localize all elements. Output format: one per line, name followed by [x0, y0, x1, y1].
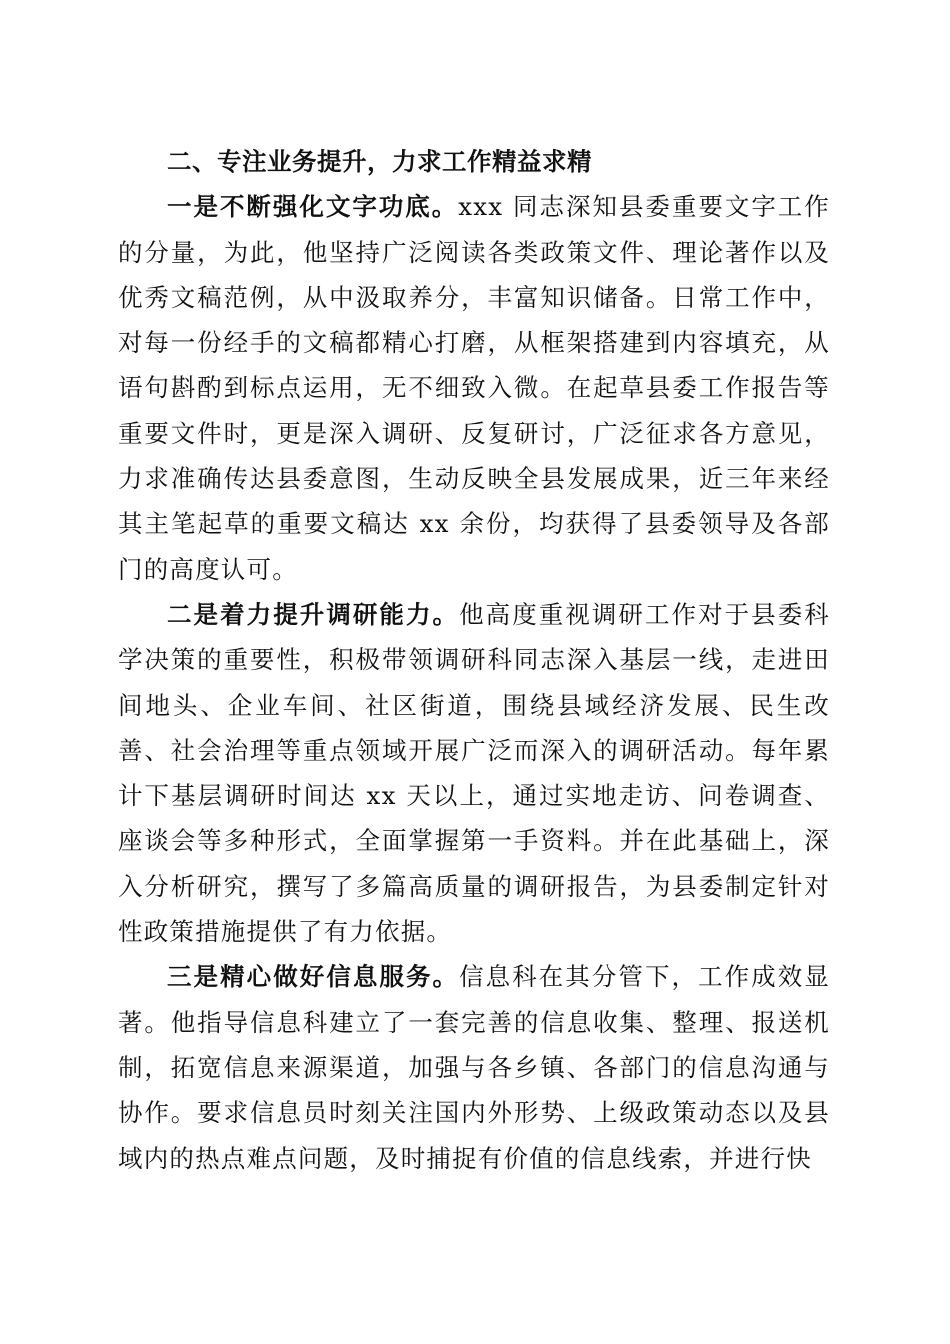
paragraph-1-body: xxx 同志深知县委重要文字工作的分量，为此，他坚持广泛阅读各类政策文件、理论著作以及优秀文稿范例，从中汲取养分，丰富知识储备。日常工作中，对每一份经手的文稿都精心打磨，从框架搭建到内容填充，从语句斟酌到标点运用，无不细致入微。在起草县委工作报告等重要文件时，更是深入调研、反复研讨，广泛征求各方意见，力求准确传达县委意图，生动反映全县发展成果，近三年来经其主笔起草的重要文稿达 xx 余份，均获得了县委领导及各部门的高度认可。	[118, 192, 830, 584]
paragraph-2-lead: 二是着力提升调研能力。	[167, 599, 460, 629]
paragraph-1	[118, 184, 830, 592]
section-heading: 二、专注业务提升，力求工作精益求精	[167, 147, 592, 176]
document-page	[118, 139, 830, 1181]
paragraph-1-lead: 一是不断强化文字功底。	[167, 192, 459, 222]
paragraph-3-lead: 三是精心做好信息服务。	[167, 962, 460, 992]
paragraph-3	[118, 954, 830, 1180]
paragraph-2	[118, 592, 830, 954]
paragraph-2-body: 他高度重视调研工作对于县委科学决策的重要性，积极带领调研科同志深入基层一线，走进田间地头、企业车间、社区街道，围绕县域经济发展、民生改善、社会治理等重点领域开展广泛而深入的调研活动。每年累计下基层调研时间达 xx 天以上，通过实地走访、问卷调查、座谈会等多种形式，全面掌握第一手资料。并在此基础上，深入分析研究，撰写了多篇高质量的调研报告，为县委制定针对性政策措施提供了有力依据。	[118, 599, 830, 947]
paragraph-3-body: 信息科在其分管下，工作成效显著。他指导信息科建立了一套完善的信息收集、整理、报送机制，拓宽信息来源渠道，加强与各乡镇、各部门的信息沟通与协作。要求信息员时刻关注国内外形势、上级政策动态以及县域内的热点难点问题，及时捕捉有价值的信息线索，并进行快	[118, 962, 830, 1173]
